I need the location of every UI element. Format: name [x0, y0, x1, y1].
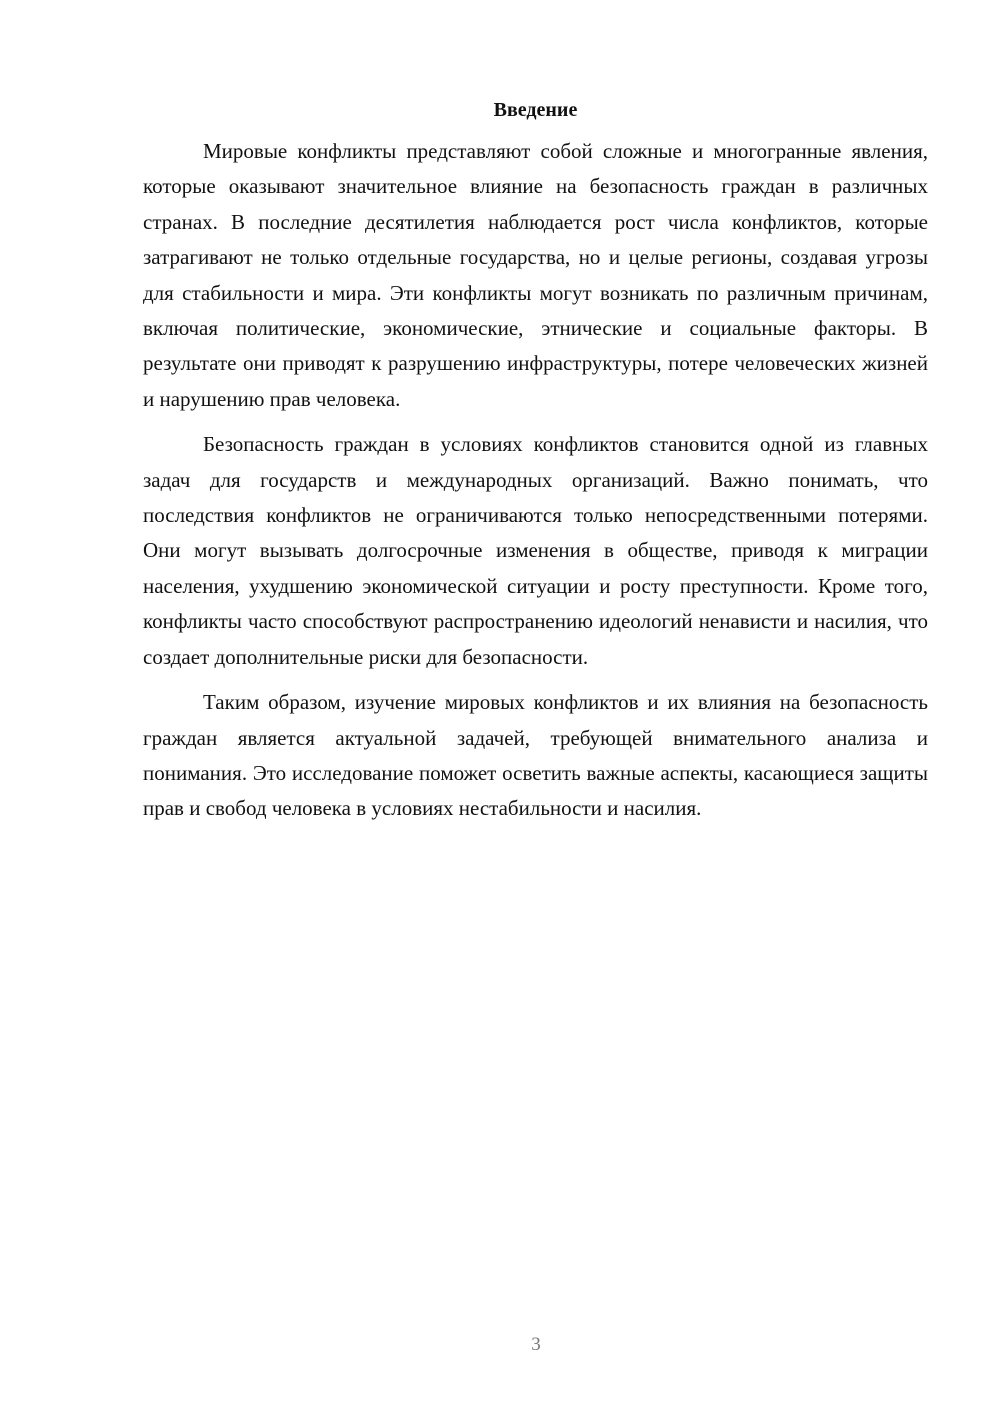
document-body — [143, 96, 928, 827]
section-title: Введение — [493, 99, 578, 121]
paragraph-security: Безопасность граждан в условиях конфликтов становится одной из главных задач для государств и международных организаций. Важно понимать, что последствия конфликтов не ограничиваются только непосредственными потерями. Они могут вызывать долгосрочные изменения в обществе, приводя к миграции населения, ухудшению экономической ситуации и росту преступности. Кроме того, конфликты часто способствуют распространению идеологий ненависти и насилия, что создает дополнительные риски для безопасности. — [143, 432, 928, 669]
page-number: 3 — [531, 1334, 541, 1355]
paragraph-conclusion: Таким образом, изучение мировых конфликтов и их влияния на безопасность граждан является актуальной задачей, требующей внимательного анализа и понимания. Это исследование поможет осветить важные аспекты, касающиеся защиты прав и свобод человека в условиях нестабильности и насилия. — [143, 690, 928, 821]
paragraph-intro: Мировые конфликты представляют собой сложные и многогранные явления, которые оказывают значительное влияние на безопасность граждан в различных странах. В последние десятилетия наблюдается рост числа конфликтов, которые затрагивают не только отдельные государства, но и целые регионы, создавая угрозы для стабильности и мира. Эти конфликты могут возникать по различным причинам, включая политические, экономические, этнические и социальные факторы. В результате они приводят к разрушению инфраструктуры, потере человеческих жизней и нарушению прав человека. — [143, 139, 928, 411]
